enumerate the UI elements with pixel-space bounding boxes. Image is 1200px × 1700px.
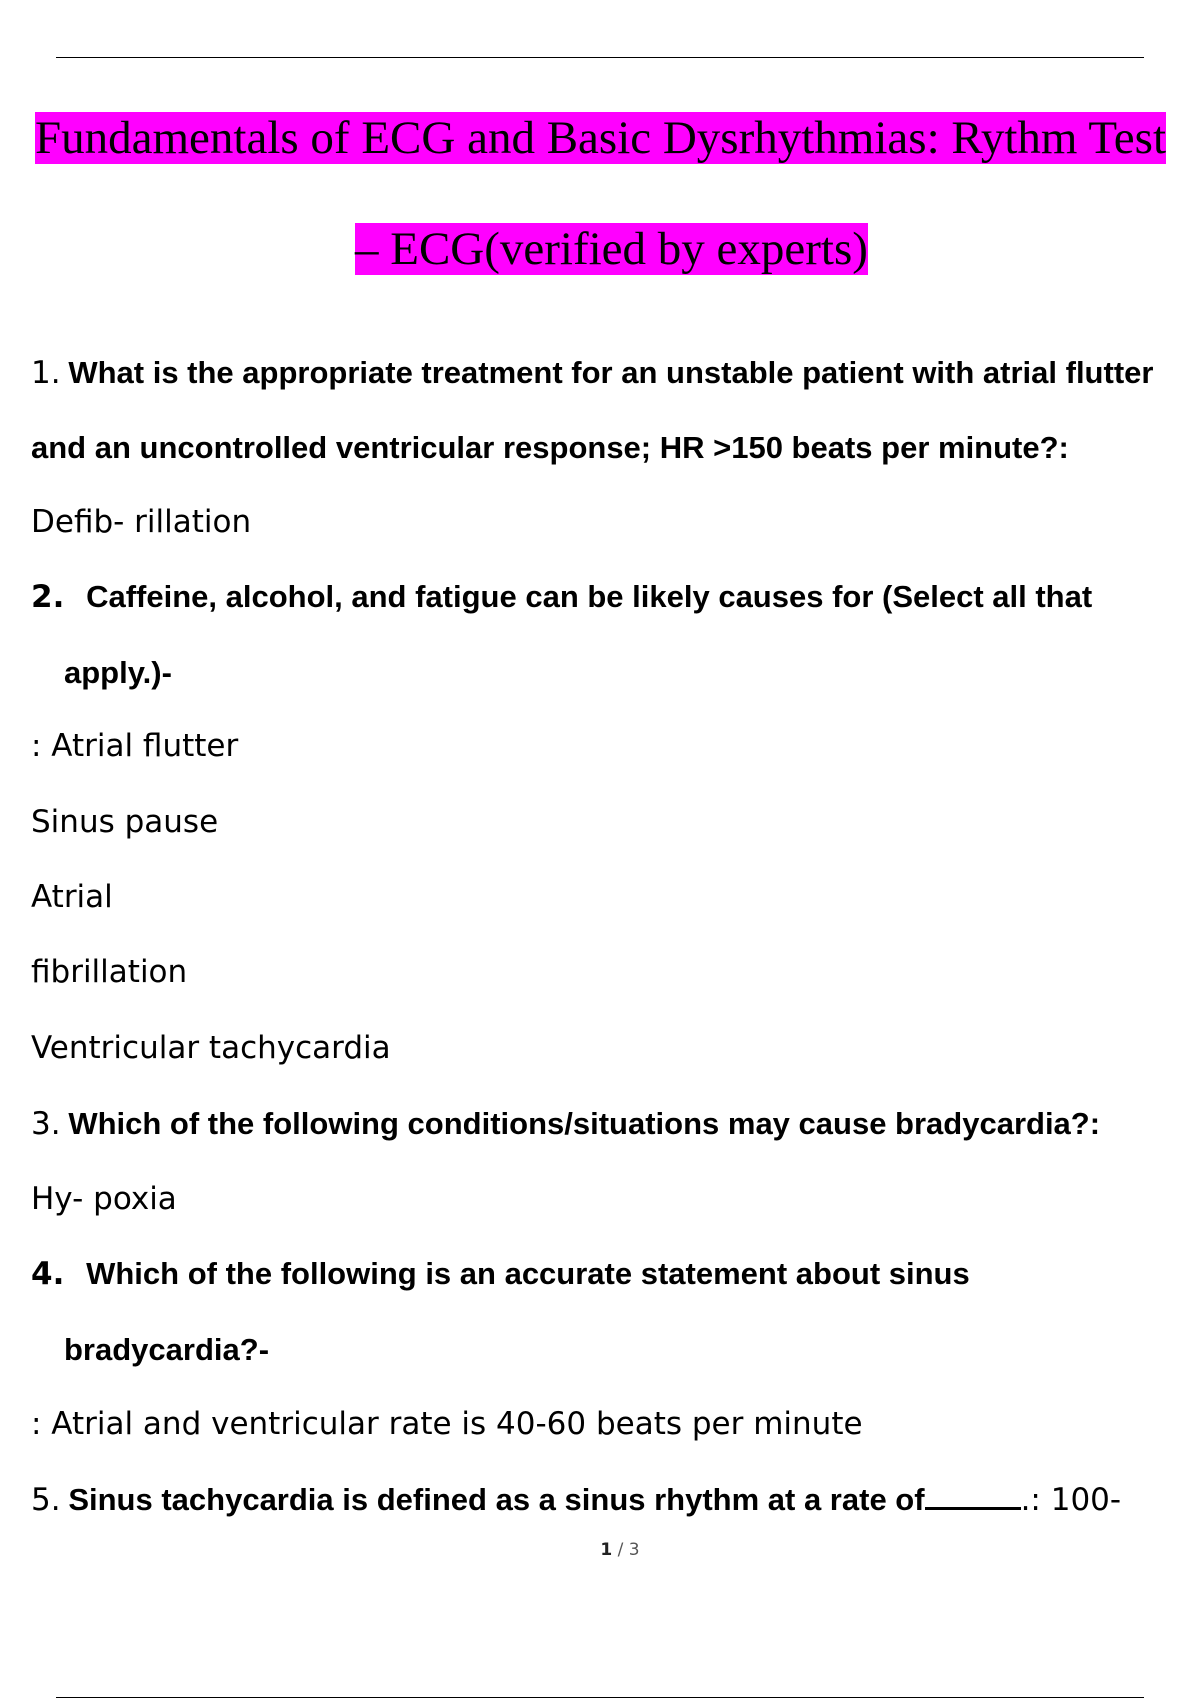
page-separator: / [612, 1540, 629, 1560]
q5-blank [925, 1481, 1021, 1510]
page-indicator [0, 1540, 1200, 1560]
q5-line [31, 1480, 1121, 1520]
q1-text-1: What is the appropriate treatment for an unstable patient with atrial flutter [68, 355, 1154, 390]
q4-number: 4. [31, 1256, 65, 1292]
q2-line-2: apply.)- [64, 655, 172, 690]
q1-answer: Defib- rillation [31, 504, 252, 540]
title-line-2 [355, 221, 868, 277]
q3-number: 3. [31, 1106, 61, 1142]
title-highlight-1: Fundamentals of ECG and Basic Dysrhythmias: Rythm Test [35, 112, 1167, 164]
q1-number: 1. [31, 355, 61, 391]
q3-answer: Hy- poxia [31, 1181, 177, 1217]
q4-line-2: bradycardia?- [64, 1332, 270, 1367]
title-line-1 [35, 110, 1166, 166]
q4-answer: : Atrial and ventricular rate is 40-60 beats per minute [31, 1406, 863, 1442]
q2-answer-1: : Atrial flutter [31, 728, 239, 764]
q3-text: Which of the following conditions/situations may cause bradycardia?: [68, 1106, 1101, 1141]
q1-line-2: and an uncontrolled ventricular response; HR >150 beats per minute?: [31, 430, 1069, 465]
page-total: 3 [628, 1540, 640, 1560]
q1-line-1 [31, 353, 1153, 393]
top-rule [56, 57, 1144, 58]
q2-answer-3: Atrial [31, 879, 113, 915]
q2-answer-2: Sinus pause [31, 804, 219, 840]
q2-line-1 [31, 577, 1092, 617]
q3-line [31, 1104, 1100, 1144]
q4-line-1 [31, 1254, 970, 1294]
q2-text-1: Caffeine, alcohol, and fatigue can be likely causes for (Select all that [86, 579, 1093, 614]
q2-answer-4: fibrillation [31, 954, 188, 990]
title-highlight-2: – ECG(verified by experts) [355, 223, 868, 275]
bottom-rule [56, 1697, 1144, 1698]
page-current: 1 [600, 1540, 613, 1560]
q2-answer-5: Ventricular tachycardia [31, 1030, 391, 1066]
q5-answer: .: 100- [1020, 1482, 1122, 1518]
q2-number: 2. [31, 579, 65, 615]
q4-text-1: Which of the following is an accurate statement about sinus [86, 1256, 970, 1291]
q5-text: Sinus tachycardia is defined as a sinus rhythm at a rate of [68, 1482, 925, 1517]
q5-number: 5. [31, 1482, 61, 1518]
